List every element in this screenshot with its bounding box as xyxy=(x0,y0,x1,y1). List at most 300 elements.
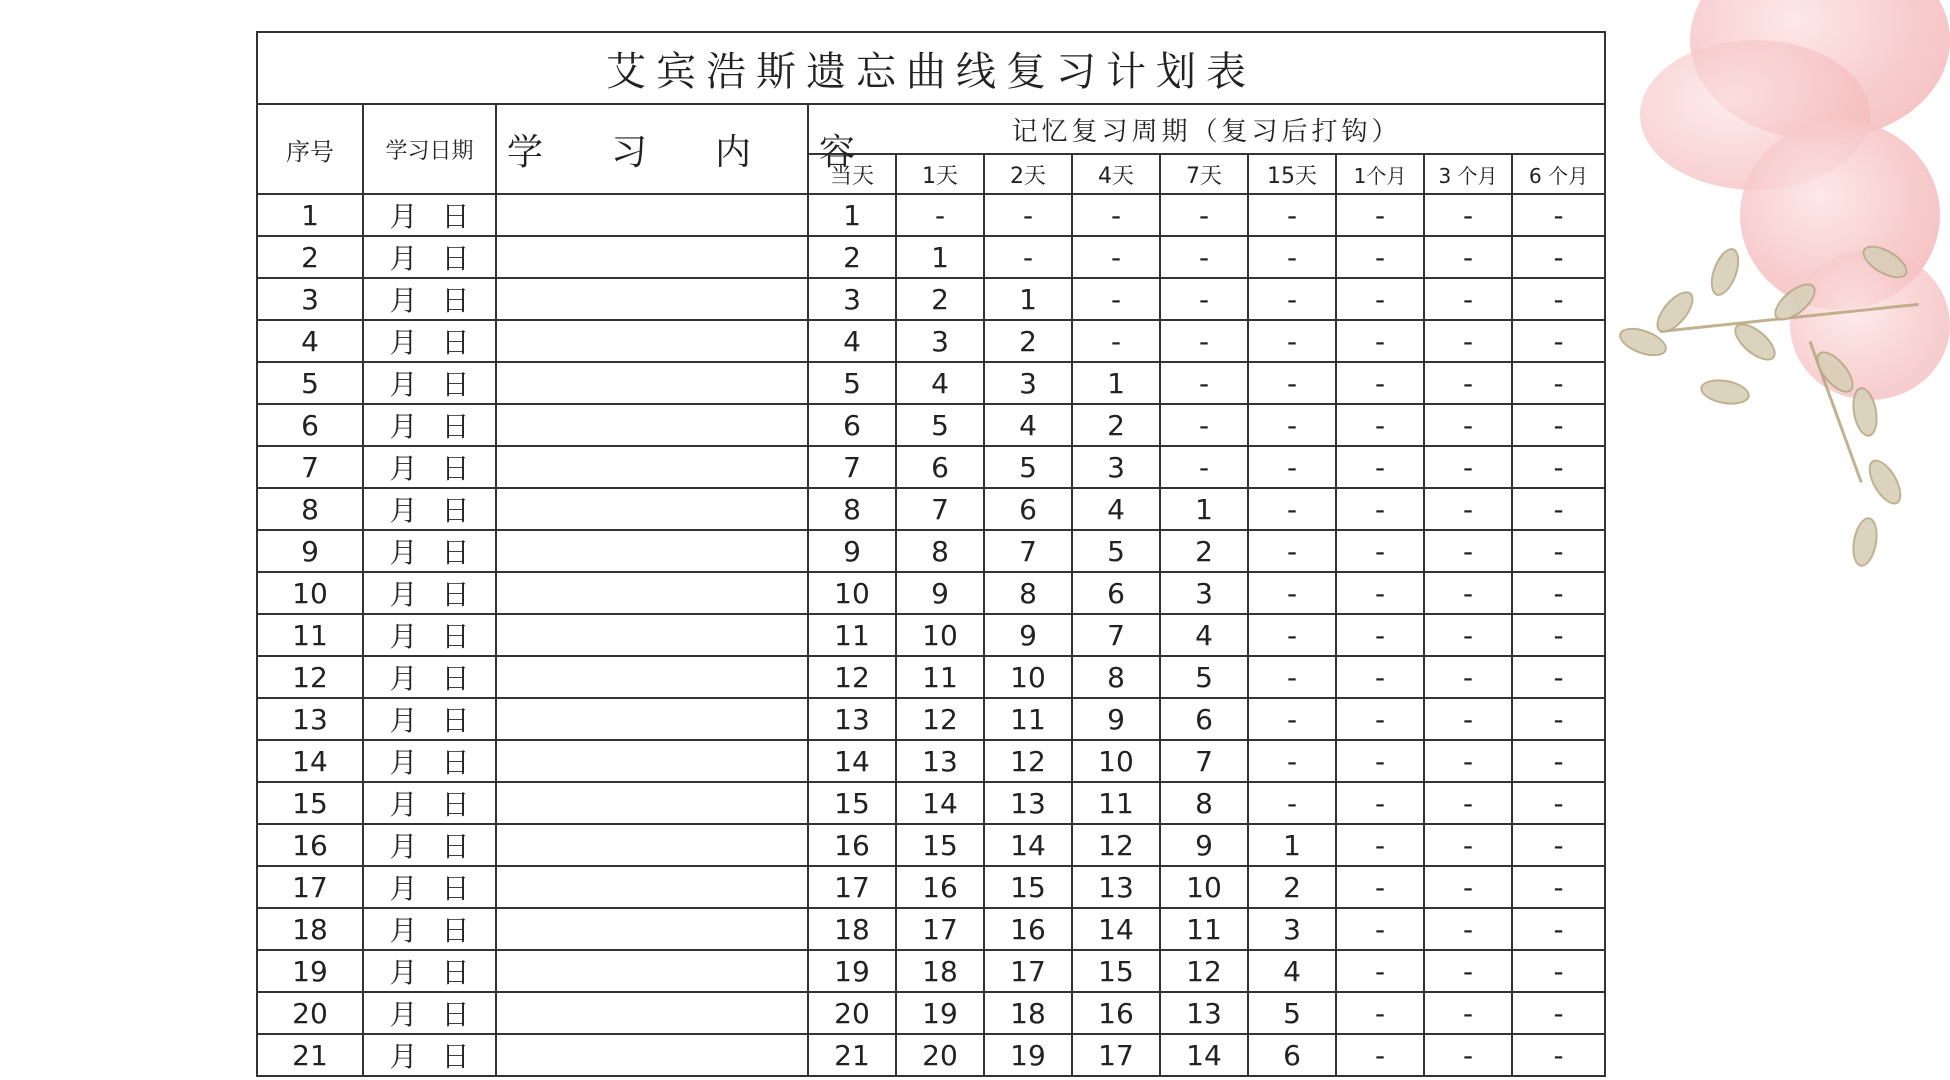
review-cell[interactable]: - xyxy=(1336,698,1424,740)
review-cell[interactable]: 20 xyxy=(896,1034,984,1076)
date-cell[interactable] xyxy=(363,698,496,740)
review-cell[interactable]: 4 xyxy=(1072,488,1160,530)
review-cell[interactable]: - xyxy=(1336,824,1424,866)
review-cell[interactable]: - xyxy=(1512,236,1605,278)
review-cell[interactable]: 3 xyxy=(1072,446,1160,488)
table-row xyxy=(257,572,1605,614)
review-cell[interactable]: - xyxy=(1336,194,1424,236)
month-label: 月 xyxy=(389,830,418,863)
review-cell[interactable]: - xyxy=(1160,320,1248,362)
content-header-char: 习 xyxy=(611,131,648,173)
table-row xyxy=(257,488,1605,530)
date-cell[interactable] xyxy=(363,488,496,530)
review-cell[interactable]: - xyxy=(1248,194,1336,236)
review-cell[interactable]: 15 xyxy=(1072,950,1160,992)
review-cell[interactable]: - xyxy=(1336,950,1424,992)
month-label: 月 xyxy=(389,536,418,569)
review-cell[interactable]: - xyxy=(1336,362,1424,404)
month-label: 月 xyxy=(389,284,418,317)
date-cell[interactable] xyxy=(363,950,496,992)
review-cell[interactable]: - xyxy=(1424,488,1512,530)
review-cell[interactable]: 12 xyxy=(896,698,984,740)
review-cell[interactable]: 1 xyxy=(1248,824,1336,866)
review-cell[interactable]: 6 xyxy=(1072,572,1160,614)
day-label: 日 xyxy=(441,662,470,695)
review-cell[interactable]: - xyxy=(1512,446,1605,488)
review-cell[interactable]: - xyxy=(1512,194,1605,236)
month-label: 月 xyxy=(389,872,418,905)
content-cell[interactable] xyxy=(496,362,808,404)
content-cell[interactable] xyxy=(496,782,808,824)
review-cell[interactable]: 2 xyxy=(808,236,896,278)
review-cell[interactable]: 3 xyxy=(1160,572,1248,614)
review-cell[interactable]: 13 xyxy=(808,698,896,740)
review-cell[interactable]: 14 xyxy=(984,824,1072,866)
review-cell[interactable]: - xyxy=(1512,782,1605,824)
review-cell[interactable]: - xyxy=(1336,488,1424,530)
period-header: 7天 xyxy=(1160,154,1248,194)
day-label: 日 xyxy=(441,494,470,527)
review-cell[interactable]: 2 xyxy=(1160,530,1248,572)
review-cell[interactable]: - xyxy=(1512,950,1605,992)
review-cell[interactable]: 6 xyxy=(1160,698,1248,740)
date-header: 学习日期 xyxy=(363,104,496,194)
content-cell[interactable] xyxy=(496,614,808,656)
period-header: 4天 xyxy=(1072,154,1160,194)
content-cell[interactable] xyxy=(496,488,808,530)
review-cell[interactable]: - xyxy=(1336,866,1424,908)
review-cell[interactable]: 3 xyxy=(808,278,896,320)
review-cell[interactable]: 14 xyxy=(808,740,896,782)
review-cell[interactable]: - xyxy=(1336,656,1424,698)
review-cell[interactable]: - xyxy=(1248,362,1336,404)
review-cell[interactable]: - xyxy=(1336,320,1424,362)
review-cell[interactable]: - xyxy=(1512,572,1605,614)
review-cell[interactable]: 16 xyxy=(984,908,1072,950)
period-header: 1天 xyxy=(896,154,984,194)
content-cell[interactable] xyxy=(496,866,808,908)
period-header: 当天 xyxy=(808,154,896,194)
review-cell[interactable]: 10 xyxy=(808,572,896,614)
review-cell[interactable]: - xyxy=(1160,236,1248,278)
table-row xyxy=(257,404,1605,446)
review-cell[interactable]: - xyxy=(1336,992,1424,1034)
review-cell[interactable]: - xyxy=(1512,740,1605,782)
review-cell[interactable]: 21 xyxy=(808,1034,896,1076)
review-cell[interactable]: - xyxy=(1512,278,1605,320)
review-cell[interactable]: - xyxy=(1424,236,1512,278)
date-cell[interactable] xyxy=(363,404,496,446)
day-label: 日 xyxy=(441,998,470,1031)
review-cell[interactable]: - xyxy=(1160,278,1248,320)
review-cell[interactable]: - xyxy=(1160,446,1248,488)
review-cell[interactable]: - xyxy=(1424,404,1512,446)
review-cell[interactable]: 14 xyxy=(1160,1034,1248,1076)
review-cell[interactable]: - xyxy=(1424,782,1512,824)
review-cell[interactable]: 3 xyxy=(1248,908,1336,950)
review-cell[interactable]: - xyxy=(1424,824,1512,866)
review-cell[interactable]: - xyxy=(1512,1034,1605,1076)
review-cell[interactable]: - xyxy=(1248,404,1336,446)
review-cell[interactable]: 5 xyxy=(896,404,984,446)
content-cell[interactable] xyxy=(496,572,808,614)
review-cell[interactable]: 16 xyxy=(808,824,896,866)
table-row xyxy=(257,698,1605,740)
date-cell[interactable] xyxy=(363,362,496,404)
content-cell[interactable] xyxy=(496,824,808,866)
review-cell[interactable]: 18 xyxy=(896,950,984,992)
review-cell[interactable]: - xyxy=(1424,278,1512,320)
review-cell[interactable]: - xyxy=(1424,320,1512,362)
date-cell[interactable] xyxy=(363,656,496,698)
review-cell[interactable]: 5 xyxy=(984,446,1072,488)
review-cell[interactable]: - xyxy=(1424,908,1512,950)
review-cell[interactable]: - xyxy=(1424,446,1512,488)
review-cell[interactable]: - xyxy=(1072,194,1160,236)
seq-cell: 7 xyxy=(257,446,363,488)
review-cell[interactable]: - xyxy=(1336,572,1424,614)
review-cell[interactable]: 15 xyxy=(984,866,1072,908)
review-cell[interactable]: 8 xyxy=(1072,656,1160,698)
review-cell[interactable]: 11 xyxy=(808,614,896,656)
review-cell[interactable]: - xyxy=(1336,740,1424,782)
review-cell[interactable]: - xyxy=(1248,446,1336,488)
review-cell[interactable]: - xyxy=(1512,614,1605,656)
review-cell[interactable]: 1 xyxy=(984,278,1072,320)
date-cell[interactable] xyxy=(363,530,496,572)
table-row xyxy=(257,446,1605,488)
review-cell[interactable]: - xyxy=(1336,908,1424,950)
period-header: 1个月 xyxy=(1336,154,1424,194)
day-label: 日 xyxy=(441,620,470,653)
seq-cell: 17 xyxy=(257,866,363,908)
review-cell[interactable]: - xyxy=(984,236,1072,278)
month-label: 月 xyxy=(389,494,418,527)
review-cell[interactable]: 12 xyxy=(1072,824,1160,866)
review-cell[interactable]: - xyxy=(1248,656,1336,698)
review-cell[interactable]: - xyxy=(1248,320,1336,362)
review-cell[interactable]: - xyxy=(1072,320,1160,362)
day-label: 日 xyxy=(441,788,470,821)
seq-cell: 15 xyxy=(257,782,363,824)
review-cell[interactable]: 16 xyxy=(1072,992,1160,1034)
review-cell[interactable]: - xyxy=(1424,950,1512,992)
seq-cell: 11 xyxy=(257,614,363,656)
review-cell[interactable]: 2 xyxy=(984,320,1072,362)
review-cell[interactable]: 13 xyxy=(1072,866,1160,908)
review-cell[interactable]: 9 xyxy=(808,530,896,572)
review-cell[interactable]: - xyxy=(1248,782,1336,824)
review-cell[interactable]: - xyxy=(1248,488,1336,530)
review-cell[interactable]: - xyxy=(896,194,984,236)
review-cell[interactable]: - xyxy=(1424,572,1512,614)
review-cell[interactable]: 7 xyxy=(808,446,896,488)
review-cell[interactable]: 16 xyxy=(896,866,984,908)
review-cell[interactable]: 17 xyxy=(808,866,896,908)
review-cell[interactable]: 5 xyxy=(1160,656,1248,698)
period-header: 15天 xyxy=(1248,154,1336,194)
review-cell[interactable]: - xyxy=(1160,194,1248,236)
review-cell[interactable]: 11 xyxy=(1072,782,1160,824)
month-label: 月 xyxy=(389,704,418,737)
table-row xyxy=(257,992,1605,1034)
date-cell[interactable] xyxy=(363,278,496,320)
review-cell[interactable]: - xyxy=(1160,362,1248,404)
review-cell[interactable]: 17 xyxy=(1072,1034,1160,1076)
review-cell[interactable]: 11 xyxy=(896,656,984,698)
table-row xyxy=(257,530,1605,572)
review-cell[interactable]: - xyxy=(1424,362,1512,404)
review-cell[interactable]: 5 xyxy=(1248,992,1336,1034)
review-cell[interactable]: 4 xyxy=(896,362,984,404)
review-cell[interactable]: 1 xyxy=(1160,488,1248,530)
content-cell[interactable] xyxy=(496,236,808,278)
review-cell[interactable]: 2 xyxy=(896,278,984,320)
month-label: 月 xyxy=(389,662,418,695)
review-cell[interactable]: - xyxy=(1512,362,1605,404)
review-cell[interactable]: - xyxy=(1336,1034,1424,1076)
review-cell[interactable]: - xyxy=(1248,572,1336,614)
review-cell[interactable]: - xyxy=(1248,236,1336,278)
review-cell[interactable]: - xyxy=(1424,1034,1512,1076)
table-row xyxy=(257,1034,1605,1076)
review-cell[interactable]: - xyxy=(1336,236,1424,278)
review-cell[interactable]: 1 xyxy=(1072,362,1160,404)
review-cell[interactable]: 9 xyxy=(1160,824,1248,866)
day-label: 日 xyxy=(441,410,470,443)
review-cell[interactable]: 8 xyxy=(808,488,896,530)
review-cell[interactable]: 9 xyxy=(984,614,1072,656)
review-cell[interactable]: - xyxy=(1336,446,1424,488)
content-cell[interactable] xyxy=(496,446,808,488)
review-cell[interactable]: - xyxy=(1248,614,1336,656)
review-cell[interactable]: - xyxy=(1336,614,1424,656)
review-cell[interactable]: 8 xyxy=(896,530,984,572)
date-cell[interactable] xyxy=(363,194,496,236)
review-cell[interactable]: - xyxy=(1336,782,1424,824)
review-cell[interactable]: 18 xyxy=(984,992,1072,1034)
review-cell[interactable]: 11 xyxy=(1160,908,1248,950)
review-cell[interactable]: 3 xyxy=(896,320,984,362)
review-cell[interactable]: - xyxy=(1248,278,1336,320)
review-cell[interactable]: 10 xyxy=(984,656,1072,698)
content-cell[interactable] xyxy=(496,908,808,950)
review-cell[interactable]: 10 xyxy=(1072,740,1160,782)
review-cell[interactable]: 2 xyxy=(1248,866,1336,908)
content-cell[interactable] xyxy=(496,1034,808,1076)
content-cell[interactable] xyxy=(496,278,808,320)
review-cell[interactable]: 7 xyxy=(896,488,984,530)
review-cell[interactable]: 6 xyxy=(1248,1034,1336,1076)
date-cell[interactable] xyxy=(363,824,496,866)
date-cell[interactable] xyxy=(363,908,496,950)
review-cell[interactable]: 4 xyxy=(984,404,1072,446)
date-cell[interactable] xyxy=(363,740,496,782)
review-cell[interactable]: - xyxy=(1248,698,1336,740)
month-label: 月 xyxy=(389,746,418,779)
review-cell[interactable]: 19 xyxy=(984,1034,1072,1076)
day-label: 日 xyxy=(441,368,470,401)
content-cell[interactable] xyxy=(496,530,808,572)
review-cell[interactable]: 18 xyxy=(808,908,896,950)
review-cell[interactable]: 14 xyxy=(896,782,984,824)
period-header: 3 个月 xyxy=(1424,154,1512,194)
review-cell[interactable]: 8 xyxy=(984,572,1072,614)
seq-cell: 21 xyxy=(257,1034,363,1076)
review-cell[interactable]: - xyxy=(1336,530,1424,572)
review-cell[interactable]: - xyxy=(1424,194,1512,236)
review-cell[interactable]: 3 xyxy=(984,362,1072,404)
review-cell[interactable]: - xyxy=(1424,530,1512,572)
review-cell[interactable]: - xyxy=(1072,236,1160,278)
month-label: 月 xyxy=(389,242,418,275)
seq-cell: 18 xyxy=(257,908,363,950)
review-cell[interactable]: 17 xyxy=(984,950,1072,992)
table-row xyxy=(257,740,1605,782)
content-cell[interactable] xyxy=(496,320,808,362)
content-cell[interactable] xyxy=(496,950,808,992)
review-cell[interactable]: - xyxy=(1512,656,1605,698)
table-row xyxy=(257,362,1605,404)
review-cell[interactable]: 5 xyxy=(1072,530,1160,572)
table-row xyxy=(257,614,1605,656)
day-label: 日 xyxy=(441,536,470,569)
date-cell[interactable] xyxy=(363,446,496,488)
day-label: 日 xyxy=(441,452,470,485)
table-row xyxy=(257,278,1605,320)
review-cell[interactable]: - xyxy=(1512,320,1605,362)
date-cell[interactable] xyxy=(363,614,496,656)
review-cell[interactable]: 20 xyxy=(808,992,896,1034)
review-cycle-header: 记忆复习周期（复习后打钩） xyxy=(808,104,1605,154)
table-row xyxy=(257,866,1605,908)
review-cell[interactable]: - xyxy=(1336,404,1424,446)
content-cell[interactable] xyxy=(496,698,808,740)
review-cell[interactable]: 4 xyxy=(1160,614,1248,656)
review-cell[interactable]: - xyxy=(1424,698,1512,740)
review-cell[interactable]: 9 xyxy=(1072,698,1160,740)
review-cell[interactable]: 10 xyxy=(1160,866,1248,908)
day-label: 日 xyxy=(441,914,470,947)
review-cell[interactable]: 19 xyxy=(896,992,984,1034)
table-row xyxy=(257,656,1605,698)
review-cell[interactable]: - xyxy=(1424,866,1512,908)
content-header-char: 学 xyxy=(507,131,544,173)
content-header-char: 容 xyxy=(819,131,856,173)
review-cell[interactable]: 7 xyxy=(1072,614,1160,656)
review-cell[interactable]: 15 xyxy=(808,782,896,824)
review-cell[interactable]: - xyxy=(1424,614,1512,656)
month-label: 月 xyxy=(389,368,418,401)
period-header: 2天 xyxy=(984,154,1072,194)
review-cell[interactable]: - xyxy=(1512,698,1605,740)
date-cell[interactable] xyxy=(363,1034,496,1076)
review-cell[interactable]: - xyxy=(1512,866,1605,908)
review-cell[interactable]: 5 xyxy=(808,362,896,404)
content-cell[interactable] xyxy=(496,992,808,1034)
seq-cell: 20 xyxy=(257,992,363,1034)
seq-cell: 3 xyxy=(257,278,363,320)
review-cell[interactable]: - xyxy=(1512,404,1605,446)
review-cell[interactable]: 6 xyxy=(984,488,1072,530)
month-label: 月 xyxy=(389,578,418,611)
content-cell[interactable] xyxy=(496,404,808,446)
date-cell[interactable] xyxy=(363,236,496,278)
date-cell[interactable] xyxy=(363,320,496,362)
review-cell[interactable]: - xyxy=(1424,740,1512,782)
month-label: 月 xyxy=(389,1040,418,1073)
review-cell[interactable]: - xyxy=(1424,992,1512,1034)
day-label: 日 xyxy=(441,242,470,275)
review-cell[interactable]: 6 xyxy=(808,404,896,446)
review-cell[interactable]: 1 xyxy=(896,236,984,278)
review-cell[interactable]: 12 xyxy=(808,656,896,698)
review-cell[interactable]: 11 xyxy=(984,698,1072,740)
review-cell[interactable]: - xyxy=(1072,278,1160,320)
review-cell[interactable]: 7 xyxy=(1160,740,1248,782)
review-cell[interactable]: 4 xyxy=(1248,950,1336,992)
date-cell[interactable] xyxy=(363,992,496,1034)
review-cell[interactable]: - xyxy=(1160,404,1248,446)
review-cell[interactable]: - xyxy=(1512,488,1605,530)
review-cell[interactable]: - xyxy=(1248,740,1336,782)
review-cell[interactable]: 9 xyxy=(896,572,984,614)
date-cell[interactable] xyxy=(363,782,496,824)
content-cell[interactable] xyxy=(496,194,808,236)
day-label: 日 xyxy=(441,830,470,863)
review-cell[interactable]: 13 xyxy=(896,740,984,782)
review-cell[interactable]: 13 xyxy=(1160,992,1248,1034)
content-cell[interactable] xyxy=(496,656,808,698)
content-cell[interactable] xyxy=(496,740,808,782)
review-cell[interactable]: - xyxy=(984,194,1072,236)
table-row xyxy=(257,824,1605,866)
review-cell[interactable]: - xyxy=(1424,656,1512,698)
review-cell[interactable]: 4 xyxy=(808,320,896,362)
review-cell[interactable]: - xyxy=(1336,278,1424,320)
review-cell[interactable]: - xyxy=(1512,530,1605,572)
review-cell[interactable]: 8 xyxy=(1160,782,1248,824)
review-cell[interactable]: - xyxy=(1512,908,1605,950)
review-cell[interactable]: 19 xyxy=(808,950,896,992)
review-cell[interactable]: 13 xyxy=(984,782,1072,824)
date-cell[interactable] xyxy=(363,866,496,908)
review-cell[interactable]: 17 xyxy=(896,908,984,950)
review-cell[interactable]: 6 xyxy=(896,446,984,488)
month-label: 月 xyxy=(389,998,418,1031)
review-cell[interactable]: 12 xyxy=(984,740,1072,782)
review-cell[interactable]: - xyxy=(1512,992,1605,1034)
review-cell[interactable]: 7 xyxy=(984,530,1072,572)
seq-cell: 2 xyxy=(257,236,363,278)
table-row xyxy=(257,236,1605,278)
seq-cell: 16 xyxy=(257,824,363,866)
review-cell[interactable]: 1 xyxy=(808,194,896,236)
review-cell[interactable]: 14 xyxy=(1072,908,1160,950)
month-label: 月 xyxy=(389,452,418,485)
review-cell[interactable]: 2 xyxy=(1072,404,1160,446)
review-plan-table xyxy=(256,31,1606,1077)
date-cell[interactable] xyxy=(363,572,496,614)
review-cell[interactable]: 12 xyxy=(1160,950,1248,992)
seq-cell: 5 xyxy=(257,362,363,404)
review-cell[interactable]: - xyxy=(1512,824,1605,866)
review-cell[interactable]: 10 xyxy=(896,614,984,656)
seq-cell: 14 xyxy=(257,740,363,782)
seq-cell: 10 xyxy=(257,572,363,614)
review-cell[interactable]: - xyxy=(1248,530,1336,572)
review-cell[interactable]: 15 xyxy=(896,824,984,866)
